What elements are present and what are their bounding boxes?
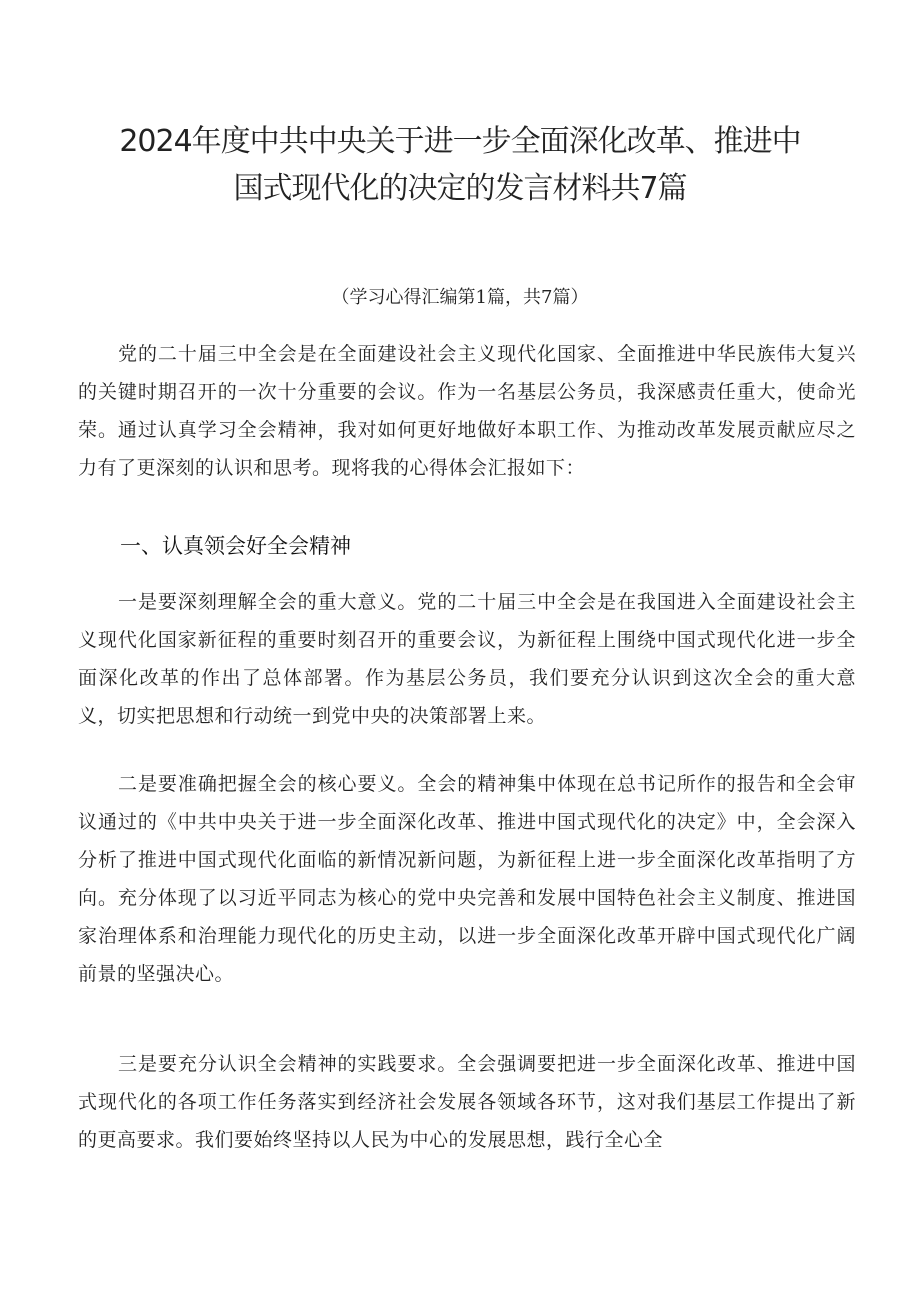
title-line-2: 国式现代化的决定的发言材料共7篇 — [233, 171, 687, 206]
body-paragraph-3: 三是要充分认识全会精神的实践要求。全会强调要把进一步全面深化改革、推进中国式现代化的各项工作任务落实到经济社会发展各领域各环节，这对我们基层工作提出了新的更高要求。我们要始终坚持以人民为中心的发展思想，践行全心全 — [78, 1053, 856, 1151]
body-paragraph-2: 二是要准确把握全会的核心要义。全会的精神集中体现在总书记所作的报告和全会审议通过的《中共中央关于进一步全面深化改革、推进中国式现代化的决定》中，全会深入分析了推进中国式现代化面临的新情况新问题，为新征程上进一步全面深化改革指明了方向。充分体现了以习近平同志为核心的党中央完善和发展中国特色社会主义制度、推进国家治理体系和治理能力现代化的历史主动，以进一步全面深化改革开辟中国式现代化广阔前景的坚强决心。 — [78, 773, 856, 985]
intro-paragraph: 党的二十届三中全会是在全面建设社会主义现代化国家、全面推进中华民族伟大复兴的关键时期召开的一次十分重要的会议。作为一名基层公务员，我深感责任重大，使命光荣。通过认真学习全会精神，我对如何更好地做好本职工作、为推动改革发展贡献应尽之力有了更深刻的认识和思考。现将我的心得体会汇报如下： — [78, 343, 856, 479]
section-heading-1: 一、认真领会好全会精神 — [120, 534, 351, 558]
body-paragraph-1: 一是要深刻理解全会的重大意义。党的二十届三中全会是在我国进入全面建设社会主义现代化国家新征程的重要时刻召开的重要会议，为新征程上围绕中国式现代化进一步全面深化改革的作出了总体部署。作为基层公务员，我们要充分认识到这次全会的重大意义，切实把思想和行动统一到党中央的决策部署上来。 — [78, 591, 856, 727]
document-subtitle: （学习心得汇编第1篇，共7篇） — [331, 287, 589, 308]
title-line-1: 2024年度中共中央关于进一步全面深化改革、推进中 — [119, 124, 801, 159]
document-title — [80, 118, 840, 212]
